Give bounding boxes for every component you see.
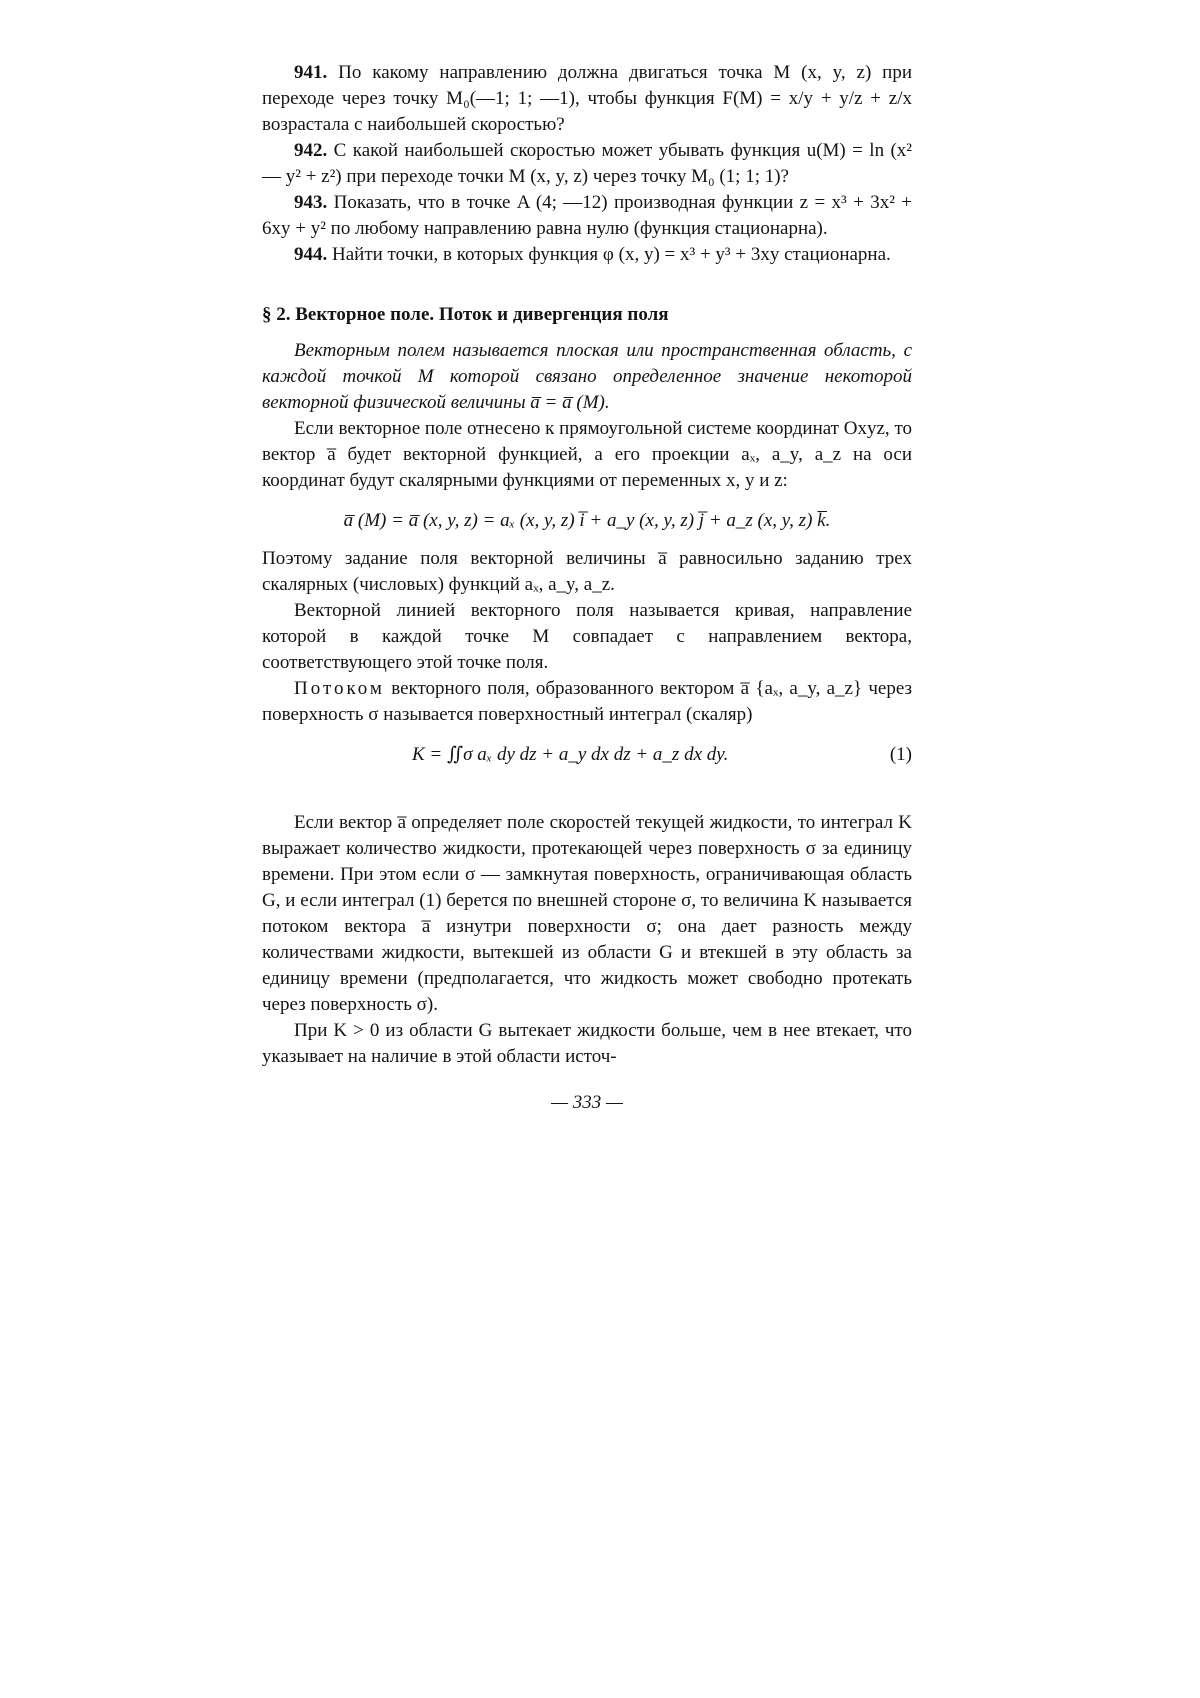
problem-number: 941. (294, 62, 328, 83)
paragraph-sources: При K > 0 из области G вытекает жидкости больше, чем в нее втекает, что указывает на наличие в этой области источ- (262, 1020, 912, 1067)
problem-942 (262, 138, 912, 190)
problem-number: 943. (294, 192, 328, 213)
flux-formula: K = ∬σ aₓ dy dz + a_y dx dz + a_z dx dy. (412, 744, 729, 765)
paragraph-equivalence: Поэтому задание поля векторной величины a̅ равносильно заданию трех скалярных (числовых) функций aₓ, a_y, a_z. (262, 548, 912, 595)
paragraph-coordinates: Если векторное поле отнесено к прямоугольной системе координат Oxyz, то вектор a̅ будет векторной функцией, а его проекции aₓ, a_y, a_z на оси координат будут скалярными функциями от переменных x, y и z: (262, 418, 912, 491)
vector-formula: a̅ (M) = a̅ (x, y, z) = aₓ (x, y, z) i̅ + a_y (x, y, z) j̅ + a_z (x, y, z) k̅. (343, 510, 831, 531)
equation-number: (1) (889, 744, 912, 765)
flux-term: Потоком (294, 678, 385, 699)
flux-formula-block (262, 736, 912, 776)
problem-text: Найти точки, в которых функция φ (x, y) = x³ + y³ + 3xy стационарна. (332, 244, 891, 265)
problem-text: С какой наибольшей скоростью может убывать функция u(M) = ln (x² — y² + z²) при переходе точки M (x, y, z) через точку M₀ (1; 1; 1)? (262, 140, 913, 187)
flux-definition-text: векторного поля, образованного вектором a̅ {aₓ, a_y, a_z} через поверхность σ называется поверхностный интеграл (скаляр) (262, 678, 912, 725)
definition-paragraph: Векторным полем называется плоская или пространственная область, с каждой точкой M которой связано определенное значение некоторой векторной физической величины a̅ = a̅ (M). (262, 340, 912, 413)
problem-number: 942. (294, 140, 328, 161)
paragraph-fluid-interpretation: Если вектор a̅ определяет поле скоростей текущей жидкости, то интеграл K выражает количество жидкости, протекающей через поверхность σ за единицу времени. При этом если σ — замкнутая поверхность, ограничивающая область G, и если интеграл (1) берется по внешней стороне σ, то величина K называется потоком вектора a̅ изнутри поверхности σ; она дает разность между количествами жидкости, вытекшей из области G и втекшей в эту область за единицу времени (предполагается, что жидкость может свободно протекать через поверхность σ). (262, 812, 912, 1015)
paragraph-flux-definition (262, 676, 912, 728)
paragraph-vector-line: Векторной линией векторного поля называется кривая, направление которой в каждой точке M совпадает с направлением вектора, соответствующего этой точке поля. (262, 600, 912, 673)
page-number: — 333 — (551, 1092, 623, 1113)
section-title: § 2. Векторное поле. Поток и дивергенция поля (262, 304, 669, 325)
spacer (262, 268, 912, 302)
problem-text: Показать, что в точке A (4; —12) производная функции z = x³ + 3x² + 6xy + y² по любому направлению равна нулю (функция стационарна). (262, 192, 912, 239)
problem-941 (262, 60, 912, 138)
problem-text: По какому направлению должна двигаться точка M (x, y, z) при переходе через точку M₀(—1; 1; —1), чтобы функция F(M) = x/y + y/z + z/x возрастала с наибольшей скоростью? (262, 62, 913, 135)
problem-944 (262, 242, 912, 268)
problem-943 (262, 190, 912, 242)
page-content (262, 60, 912, 1114)
problem-number: 944. (294, 244, 328, 265)
